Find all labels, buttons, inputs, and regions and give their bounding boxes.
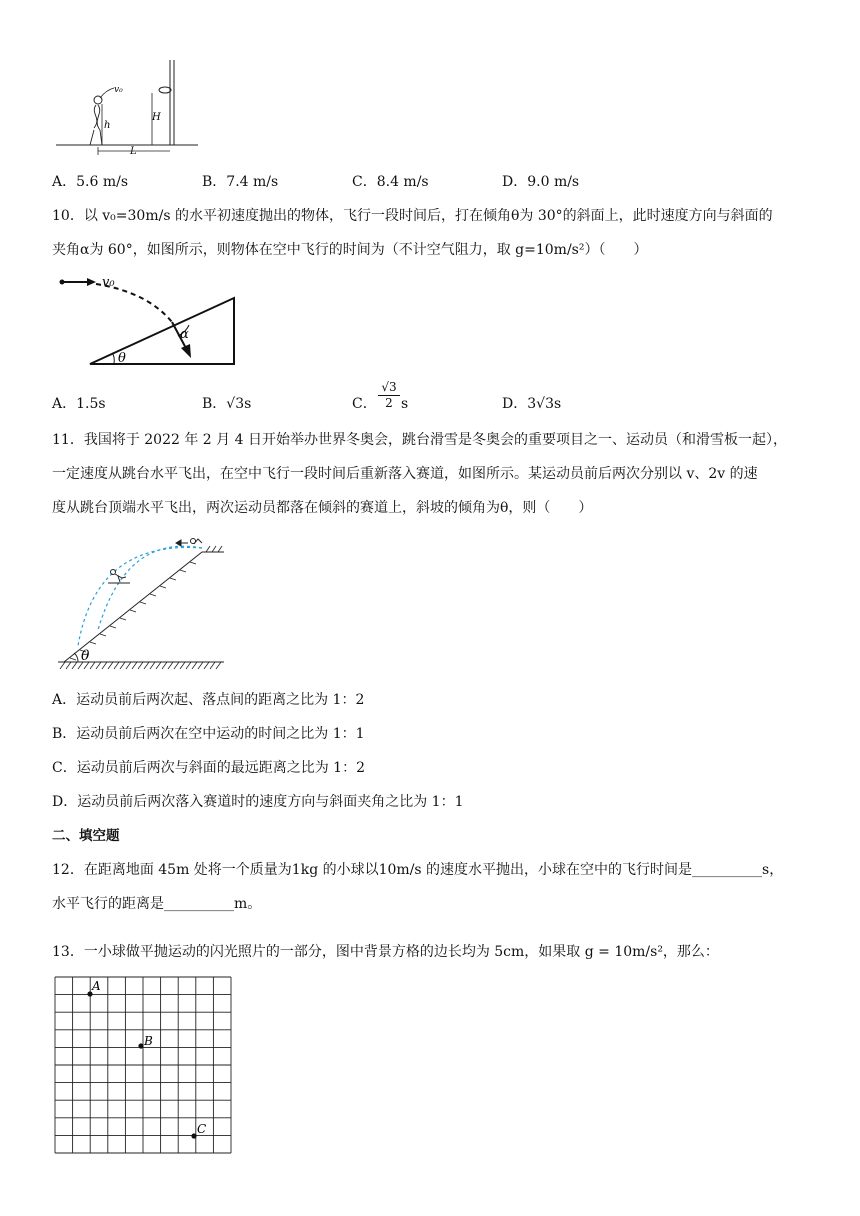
- q10-option-c-fraction: [378, 380, 400, 411]
- q13-point-b: [138, 1043, 143, 1048]
- q10-option-d-value: 3√3s: [527, 396, 562, 412]
- q10-label-theta: θ: [118, 351, 126, 366]
- q9-label-h: h: [104, 120, 111, 131]
- q10-label-v0: v₀: [102, 275, 115, 290]
- q10-option-b-value: √3s: [226, 396, 252, 412]
- q11-option-b: B．运动员前后两次在空中运动的时间之比为 1：1: [52, 726, 365, 742]
- q11-stem-line1: 11．我国将于 2022 年 2 月 4 日开始举办世界冬奥会，跳台滑雪是冬奥会的重要项目之一、运动员（和滑雪板一起），: [52, 432, 787, 448]
- q9-label-H: H: [152, 112, 161, 123]
- q9-option-c: C．8.4 m/s: [352, 174, 429, 190]
- q13-label-b: B: [144, 1034, 153, 1048]
- q10-option-c-denominator: 2: [385, 396, 393, 410]
- q9-option-a: A．5.6 m/s: [52, 174, 129, 190]
- q10-option-c-unit: s: [401, 396, 409, 412]
- q10-option-b-prefix: B．: [202, 396, 227, 412]
- q10-label-alpha: α: [180, 327, 189, 342]
- q9-option-d: D．9.0 m/s: [502, 174, 580, 190]
- q10-option-a: A．1.5s: [52, 396, 106, 412]
- q9-figure: [52, 58, 202, 158]
- q11-option-a: A．运动员前后两次起、落点间的距离之比为 1：2: [52, 692, 365, 708]
- q11-option-d: D．运动员前后两次落入赛道时的速度方向与斜面夹角之比为 1：1: [52, 794, 464, 810]
- q13-label-a: A: [92, 979, 101, 993]
- q10-option-b: [202, 394, 251, 414]
- q10-figure: [52, 268, 242, 370]
- q13-stem-line1: 13．一小球做平抛运动的闪光照片的一部分，图中背景方格的边长均为 5cm，如果取 g = 10m/s²，那么：: [52, 944, 719, 960]
- q11-figure: [56, 530, 226, 674]
- q11-stem-line3: 度从跳台顶端水平飞出，两次运动员都落在倾斜的赛道上，斜坡的倾角为θ，则（ ）: [52, 500, 593, 516]
- q10-stem-line1: 10．以 v₀=30m/s 的水平初速度抛出的物体，飞行一段时间后，打在倾角θ为 30°的斜面上，此时速度方向与斜面的: [52, 208, 773, 224]
- q9-option-b: B．7.4 m/s: [202, 174, 279, 190]
- q13-point-c: [191, 1133, 196, 1138]
- q13-label-c: C: [197, 1122, 207, 1136]
- q13-grid-figure: [54, 976, 234, 1156]
- q10-option-d: [502, 394, 561, 414]
- q10-stem-line2: 夹角α为 60°，如图所示，则物体在空中飞行的时间为（不计空气阻力，取 g=10m/s²）（ ）: [52, 242, 648, 258]
- q9-label-L: L: [130, 146, 137, 157]
- q11-option-c: C．运动员前后两次与斜面的最远距离之比为 1：2: [52, 760, 365, 776]
- q12-stem-line1: 12．在距离地面 45m 处将一个质量为1kg 的小球以10m/s 的速度水平抛出，小球在空中的飞行时间是__________s，: [52, 862, 784, 878]
- q10-option-d-prefix: D．: [502, 396, 528, 412]
- section-title: 二、填空题: [52, 828, 120, 844]
- q11-label-theta: θ: [81, 648, 90, 664]
- q9-label-v0: v₀: [114, 85, 123, 95]
- q10-option-c-numerator: √3: [378, 380, 400, 396]
- q10-option-c-prefix: C．: [352, 396, 377, 412]
- q12-stem-line2: 水平飞行的距离是__________m。: [52, 896, 262, 912]
- q11-stem-line2: 一定速度从跳台水平飞出，在空中飞行一段时间后重新落入赛道，如图所示。某运动员前后两次分别以 v、2v 的速: [52, 466, 758, 482]
